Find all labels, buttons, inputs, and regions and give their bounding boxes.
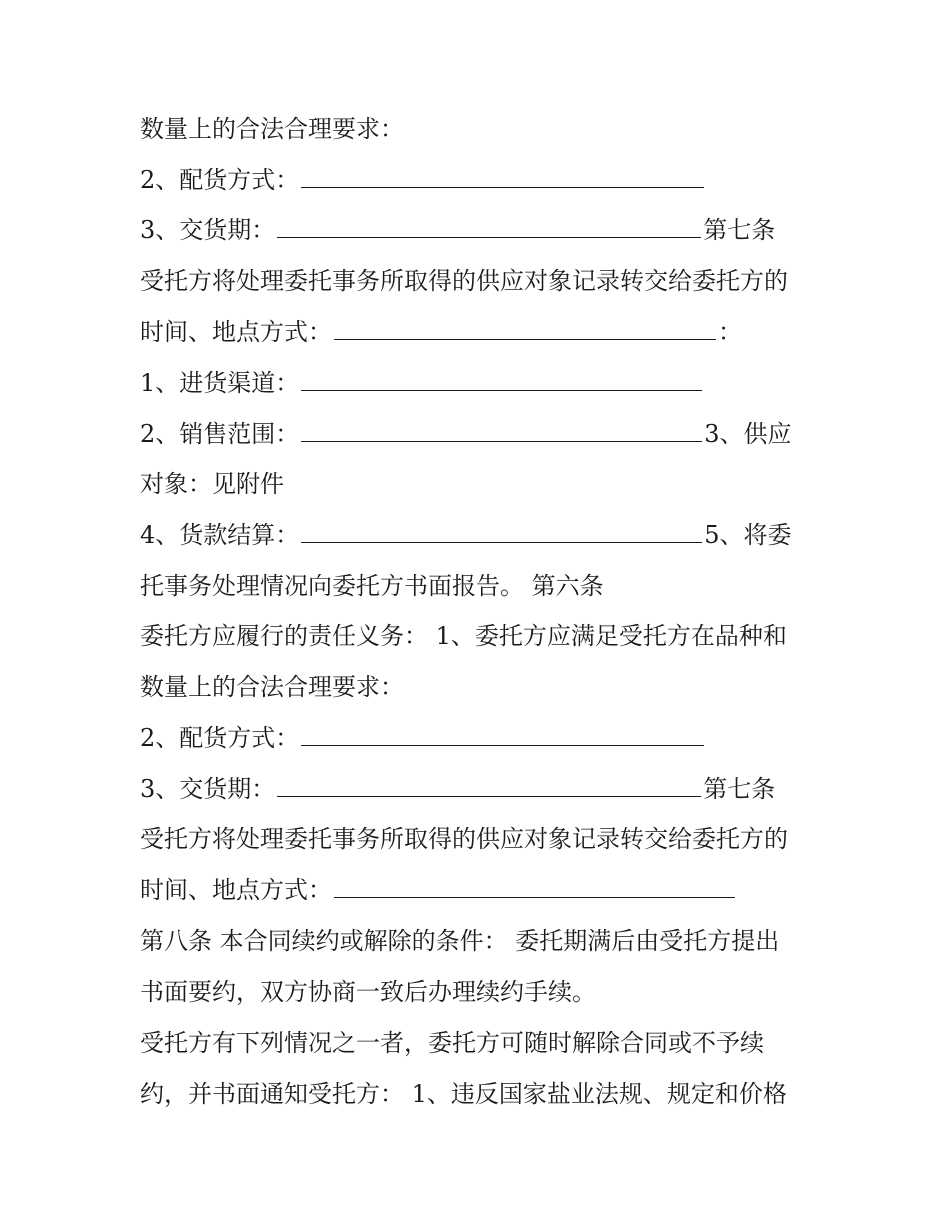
fill-in-line: 2、销售范围： 3、供应 bbox=[140, 417, 792, 451]
field-label: 2、配货方式： bbox=[140, 166, 300, 194]
text-line bbox=[140, 822, 788, 856]
line-text: 书面要约，双方协商一致后办理续约手续。 bbox=[140, 978, 596, 1006]
field-label: 2、销售范围： bbox=[140, 420, 300, 448]
line-text: 数量上的合法合理要求： bbox=[140, 673, 404, 701]
article-heading: 第七条 bbox=[703, 216, 776, 244]
blank-underline bbox=[277, 213, 701, 238]
fill-in-line bbox=[140, 721, 706, 755]
line-text: 委托方应履行的责任义务： 1、委托方应满足受托方在品种和 bbox=[140, 622, 787, 650]
field-label: 3、交货期： bbox=[140, 216, 276, 244]
line-text: 受托方有下列情况之一者，委托方可随时解除合同或不予续 bbox=[140, 1029, 764, 1057]
text-line bbox=[140, 670, 404, 704]
field-label: 时间、地点方式： bbox=[140, 876, 332, 904]
text-line bbox=[140, 619, 787, 653]
blank-underline bbox=[334, 315, 716, 340]
field-label: 1、进货渠道： bbox=[140, 369, 300, 397]
field-label: 4、货款结算： bbox=[140, 521, 300, 549]
field-label: 2、配货方式： bbox=[140, 724, 300, 752]
line-text: 托事务处理情况向委托方书面报告。 第六条 bbox=[140, 572, 604, 600]
line-text: 约，并书面通知受托方： 1、违反国家盐业法规、规定和价格 bbox=[140, 1080, 787, 1108]
fill-in-line bbox=[140, 163, 706, 197]
text-line bbox=[140, 467, 284, 501]
line-text: 对象：见附件 bbox=[140, 470, 284, 498]
fill-in-line: 时间、地点方式： ： bbox=[140, 315, 742, 349]
blank-underline bbox=[301, 163, 704, 188]
article-heading: 第七条 bbox=[703, 775, 776, 803]
text-line bbox=[140, 1026, 764, 1060]
fill-in-line bbox=[140, 873, 737, 907]
fill-in-line bbox=[140, 213, 775, 247]
field-label: 3、交货期： bbox=[140, 775, 276, 803]
text-line bbox=[140, 264, 788, 298]
text-line bbox=[140, 1077, 787, 1111]
blank-underline bbox=[334, 873, 735, 898]
line-text: 受托方将处理委托事务所取得的供应对象记录转交给委托方的 bbox=[140, 825, 788, 853]
text-line bbox=[140, 112, 404, 146]
blank-underline bbox=[301, 417, 702, 442]
blank-underline bbox=[301, 721, 704, 746]
field-label: 时间、地点方式： bbox=[140, 318, 332, 346]
text-line bbox=[140, 924, 779, 958]
text-line bbox=[140, 569, 604, 603]
fill-in-line: 4、货款结算： 5、将委 bbox=[140, 518, 792, 552]
blank-underline bbox=[301, 366, 702, 391]
line-text: 数量上的合法合理要求： bbox=[140, 115, 404, 143]
blank-underline bbox=[301, 518, 702, 543]
fill-in-line bbox=[140, 366, 704, 400]
line-text: 第八条 本合同续约或解除的条件： 委托期满后由受托方提出 bbox=[140, 927, 780, 955]
text-line bbox=[140, 975, 596, 1009]
line-text: 受托方将处理委托事务所取得的供应对象记录转交给委托方的 bbox=[140, 267, 788, 295]
fill-in-line bbox=[140, 772, 775, 806]
blank-underline bbox=[277, 772, 701, 797]
